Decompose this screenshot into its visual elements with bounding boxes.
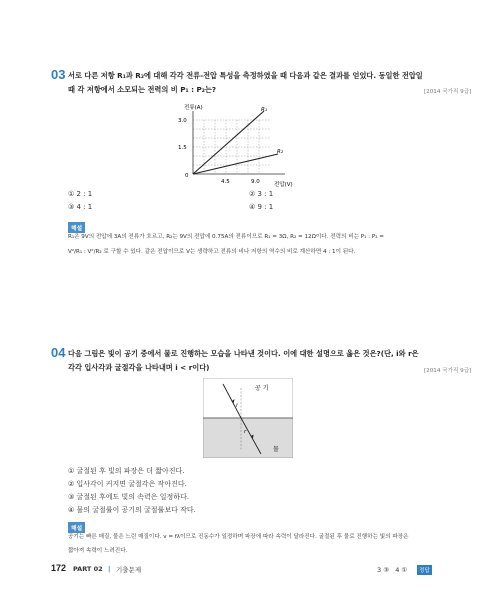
choice-1[interactable]: ① 2 : 1 (68, 190, 93, 198)
page-number: 172 (51, 563, 67, 573)
choice-2[interactable]: ② 입사각이 커지면 굴절각은 작아진다. (68, 480, 187, 488)
air-region (203, 378, 293, 418)
iv-graph (170, 103, 330, 189)
question-text-line2: 각각 입사각과 굴절각을 나타내며 i < r이다) (68, 363, 210, 372)
r2-line (193, 154, 278, 174)
origin-label: 0 (185, 173, 189, 179)
water-label: 물 (273, 446, 279, 453)
r2-label: R₂ (277, 149, 284, 155)
question-number: 04 (51, 345, 66, 360)
question-source: [2014 국가직 9급] (424, 89, 472, 95)
section-label: 기출문제 (116, 566, 142, 574)
r1-label: R₁ (261, 107, 268, 113)
solution-text-line1: 공기는 빠른 매질, 물은 느린 매질이다. v = fλ이므로 진동수가 일정하며 파장에 따라 속력이 달라진다. 굴절된 후 물로 진행하는 빛의 파장은 (68, 534, 409, 540)
x-axis-label: 전압(V) (274, 182, 293, 188)
choice-3[interactable]: ③ 4 : 1 (68, 203, 93, 211)
choice-1[interactable]: ① 굴절된 후 빛의 파장은 더 짧아진다. (68, 467, 185, 475)
part-label: PART 02 (73, 565, 103, 573)
question-number: 03 (51, 67, 66, 82)
answer-badge: 정답 (417, 565, 432, 575)
y-axis-label: 전류(A) (184, 105, 203, 111)
question-text-line2: 때 각 저항에서 소모되는 전력의 비 P₁ : P₂는? (68, 85, 217, 94)
water-region (203, 418, 293, 458)
choice-3[interactable]: ③ 굴절된 후에도 빛의 속력은 일정하다. (68, 493, 190, 501)
footer-separator: | (108, 565, 111, 573)
air-label: 공 기 (255, 385, 269, 392)
y-tick-3: 3.0 (178, 118, 187, 124)
solution-text-line1: R₁은 9V의 전압에 3A의 전류가 흐르고, R₂는 9V의 전압에 0.75A의 전류이므로 R₁ = 3Ω, R₂ = 12Ω이다. 전력의 비는 P₁ : P₂ = (68, 234, 384, 240)
answer-key: 3 ③ 4 ① (377, 566, 408, 574)
choice-2[interactable]: ② 3 : 1 (249, 190, 274, 198)
question-text-line1: 다음 그림은 빛이 공기 중에서 물로 진행하는 모습을 나타낸 것이다. 이에 대한 설명으로 옳은 것은?(단, i와 r은 (68, 349, 419, 358)
r1-line (193, 111, 264, 174)
question-text-line1: 서로 다른 저항 R₁과 R₂에 대해 각각 전류-전압 특성을 측정하였을 때 다음과 같은 결과를 얻었다. 동일한 전압일 (68, 71, 423, 80)
incidence-angle-label: i (236, 403, 238, 409)
solution-text-line2: V²/R₁ : V²/R₂ 로 구할 수 있다. 같은 전압이므로 V는 생략하고 전류의 비나 저항의 역수의 비로 계산하면 4 : 1이 된다. (68, 249, 356, 255)
question-source: [2014 국가직 9급] (424, 368, 472, 374)
solution-label: 해설 (68, 222, 85, 233)
choice-4[interactable]: ④ 9 : 1 (249, 203, 274, 211)
refraction-diagram (203, 378, 293, 458)
solution-label: 해설 (68, 522, 85, 533)
solution-text-line2: 짧아져 속력이 느려진다. (68, 548, 128, 554)
x-tick-9: 9.0 (251, 179, 260, 185)
choice-4[interactable]: ④ 물의 굴절률이 공기의 굴절률보다 작다. (68, 506, 196, 514)
y-tick-1-5: 1.5 (178, 145, 187, 151)
refraction-angle-label: r (244, 429, 247, 435)
graph-grid (193, 120, 271, 174)
x-tick-4-5: 4.5 (221, 179, 230, 185)
